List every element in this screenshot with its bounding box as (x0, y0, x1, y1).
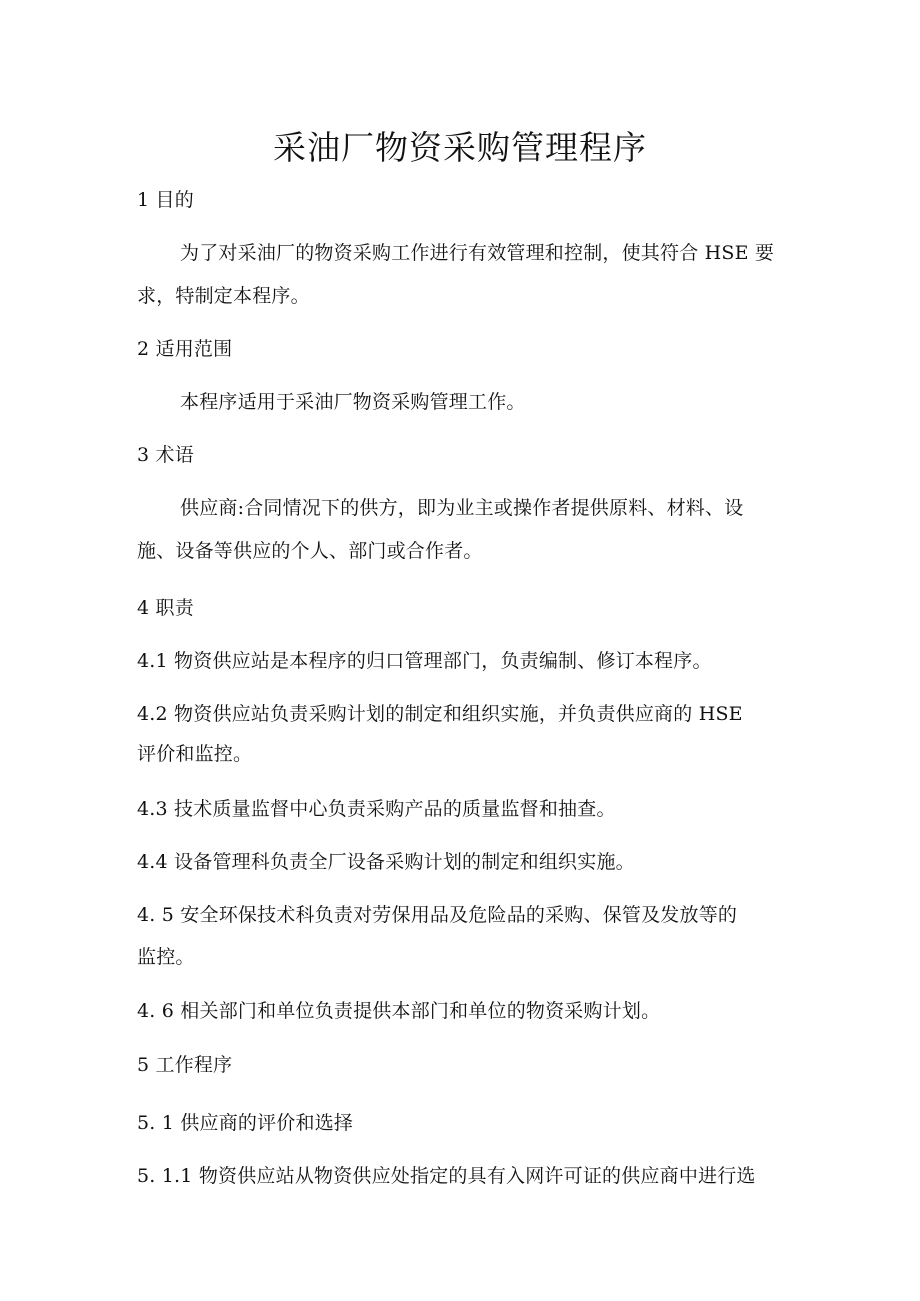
item-4-6: 4. 6 相关部门和单位负责提供本部门和单位的物资采购计划。 (137, 1000, 661, 1022)
item-4-5-line-2: 监控。 (137, 946, 195, 968)
heading-responsibilities: 4 职责 (137, 597, 194, 619)
item-4-3: 4.3 技术质量监督中心负责采购产品的质量监督和抽查。 (137, 798, 616, 820)
heading-terms: 3 术语 (137, 444, 194, 466)
heading-purpose: 1 目的 (137, 189, 194, 211)
item-4-4: 4.4 设备管理科负责全厂设备采购计划的制定和组织实施。 (137, 851, 635, 873)
item-4-2-line-2: 评价和监控。 (137, 743, 253, 765)
heading-work-procedure: 5 工作程序 (137, 1054, 233, 1076)
paragraph-terms-line-2: 施、设备等供应的个人、部门或合作者。 (137, 540, 483, 562)
item-5-1: 5. 1 供应商的评价和选择 (137, 1112, 354, 1134)
item-4-5-line-1: 4. 5 安全环保技术科负责对劳保用品及危险品的采购、保管及发放等的 (137, 904, 738, 926)
paragraph-purpose-line-1: 为了对采油厂的物资采购工作进行有效管理和控制，使其符合 HSE 要 (180, 242, 775, 264)
item-5-1-1: 5. 1.1 物资供应站从物资供应处指定的具有入网许可证的供应商中进行选 (137, 1165, 756, 1187)
heading-scope: 2 适用范围 (137, 338, 233, 360)
item-4-2-line-1: 4.2 物资供应站负责采购计划的制定和组织实施，并负责供应商的 HSE (137, 703, 743, 725)
document-title: 采油厂物资采购管理程序 (273, 128, 647, 167)
paragraph-scope: 本程序适用于采油厂物资采购管理工作。 (180, 391, 526, 413)
paragraph-terms-line-1: 供应商:合同情况下的供方，即为业主或操作者提供原料、材料、设 (180, 497, 744, 519)
paragraph-purpose-line-2: 求，特制定本程序。 (137, 285, 310, 307)
item-4-1: 4.1 物资供应站是本程序的归口管理部门，负责编制、修订本程序。 (137, 650, 712, 672)
